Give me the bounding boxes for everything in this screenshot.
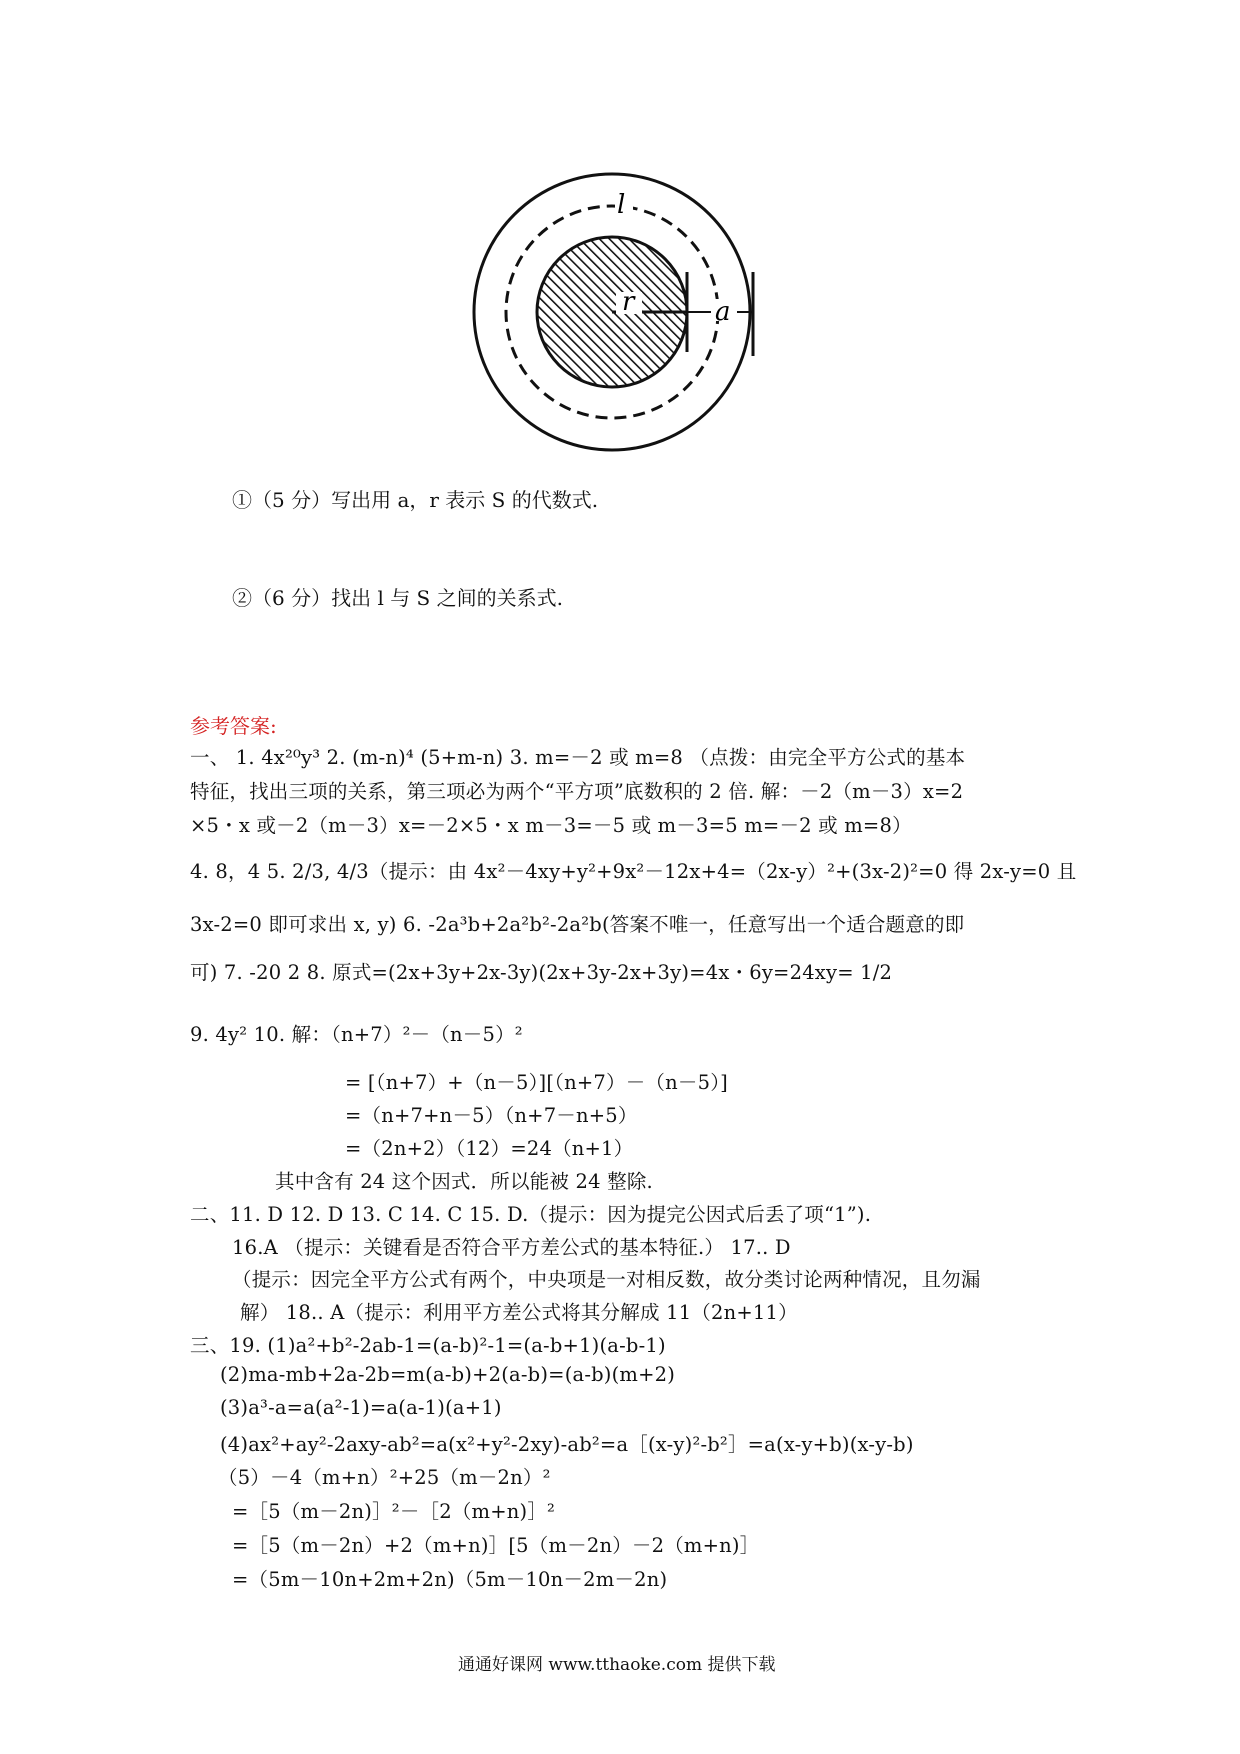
answer-line: 三、19. (1)a²+b²-2ab-1=(a-b)²-1=(a-b+1)(a-b-1) — [190, 1334, 666, 1357]
answer-line: 可) 7. -20 2 8. 原式=(2x+3y+2x-3y)(2x+3y-2x+3y)=4x・6y=24xy= 1/2 — [190, 961, 893, 984]
answer-line: =［5（m－2n)］²－［2（m+n)］² — [232, 1500, 556, 1523]
answer-line: =（n+7+n－5）（n+7－n+5） — [345, 1104, 638, 1127]
page-footer: 通通好课网 www.tthaoke.com 提供下载 — [458, 1655, 776, 1675]
answer-line: 二、11. D 12. D 13. C 14. C 15. D.（提示：因为提完公因式后丢了项“1”). — [190, 1203, 872, 1226]
answer-line: =［5（m－2n）+2（m+n)］[5（m－2n）－2（m+n)］ — [232, 1534, 760, 1557]
answer-line: = [（n+7）+（n－5）][（n+7）－（n－5）] — [345, 1071, 728, 1094]
answer-line: 特征，找出三项的关系，第三项必为两个“平方项”底数积的 2 倍. 解：－2（m－3）x=2 — [190, 780, 964, 803]
answer-line: 9. 4y² 10. 解：（n+7）²－（n－5）² — [190, 1023, 523, 1046]
answer-line: (2)ma-mb+2a-2b=m(a-b)+2(a-b)=(a-b)(m+2) — [220, 1363, 676, 1386]
answer-line: (3)a³-a=a(a²-1)=a(a-1)(a+1) — [220, 1396, 502, 1419]
answer-line: =（5m－10n+2m+2n)（5m－10n－2m－2n) — [232, 1568, 668, 1591]
answer-line: 解） 18.. A（提示：利用平方差公式将其分解成 11（2n+11） — [240, 1301, 798, 1324]
answer-line: 16.A （提示：关键看是否符合平方差公式的基本特征.） 17.. D — [232, 1236, 791, 1259]
answer-line: (4)ax²+ay²-2axy-ab²=a(x²+y²-2xy)-ab²=a［(x-y)²-b²］=a(x-y+b)(x-y-b) — [220, 1433, 914, 1456]
answers-title: 参考答案: — [190, 714, 277, 738]
answer-line: 3x-2=0 即可求出 x, y) 6. -2a³b+2a²b²-2a²b(答案不唯一，任意写出一个适合题意的即 — [190, 913, 965, 936]
answer-line: （5）－4（m+n）²+25（m－2n）² — [218, 1466, 551, 1489]
answer-line: 其中含有 24 这个因式．所以能被 24 整除. — [275, 1170, 653, 1193]
label-r: r — [622, 287, 635, 317]
answer-line: 4. 8，4 5. 2/3, 4/3（提示：由 4x²－4xy+y²+9x²－12x+4=（2x-y）²+(3x-2)²=0 得 2x-y=0 且 — [190, 860, 1077, 883]
question-2: ②（6 分）找出 l 与 S 之间的关系式. — [232, 586, 563, 610]
answer-line: =（2n+2）（12）=24（n+1） — [345, 1137, 634, 1160]
answer-line: 一、 1. 4x²⁰y³ 2. (m-n)⁴ (5+m-n) 3. m=－2 或 m=8 （点拨：由完全平方公式的基本 — [190, 746, 966, 769]
question-1: ①（5 分）写出用 a，r 表示 S 的代数式. — [232, 488, 599, 512]
annulus-figure — [460, 160, 760, 460]
label-a: a — [715, 297, 731, 327]
answer-line: ×5・x 或－2（m－3）x=－2×5・x m－3=－5 或 m－3=5 m=－2 或 m=8） — [190, 814, 912, 837]
answer-line: （提示：因完全平方公式有两个，中央项是一对相反数，故分类讨论两种情况，且勿漏 — [232, 1268, 981, 1291]
label-l: l — [617, 190, 626, 220]
